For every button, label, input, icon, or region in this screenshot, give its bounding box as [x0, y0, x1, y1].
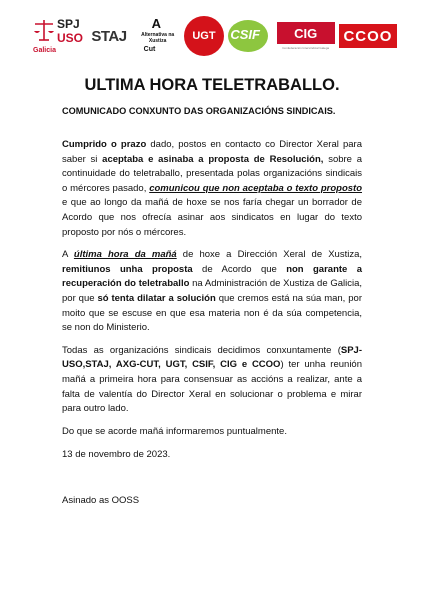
p1-text-2: sobre a continuidade do teletraballo, presentada polas organizacións sindicais o mércores pasado, [62, 153, 363, 194]
document-date: 13 de novembro de 2023. [62, 449, 171, 460]
p1-text-3: e que ao longo da mañá de hoxe se nos faría chegar un borrador de Acordo que nos ofrecía asinar aos sindicatos en lugar do texto proposto por nós o mércores. [62, 197, 362, 238]
p2-text-3: de Acordo que [192, 263, 287, 275]
p3-bold: SPJ-USO,STAJ, AXG-CUT, UGT, CSIF, CIG e CCOO [62, 344, 362, 371]
p2-bold-1: remitiunos unha proposta [62, 263, 193, 275]
p3-text-1: Todas as organizacións sindicais decidimos conxuntamente ( [62, 344, 341, 356]
p2-bold-2: non garante a recuperación do teletraballo [62, 263, 362, 290]
ugt-text: UGT [192, 30, 216, 42]
p3-text-2: ) ter unha reunión mañá a primeira hora para consensuar as accións a realizar, ante a falta de valentía do Director Xeral en solucionar o problema e mirar para outro lado. [62, 359, 363, 415]
axg-text: Alternativa na Xustiza [141, 32, 175, 44]
axg-letter: A [151, 16, 162, 31]
p2-text-4: na Administración de Xustiza de Galicia, por que [62, 278, 362, 304]
axg-cut-logo [136, 16, 180, 56]
galicia-text: Galicia [33, 47, 56, 54]
cig-logo [277, 16, 335, 56]
ccoo-logo [339, 24, 397, 48]
spj-uso-logo [33, 16, 87, 56]
p1-text-1: dado, postos en contacto co Director Xeral para saber si [62, 139, 362, 165]
cig-text: CIG [294, 25, 318, 41]
uso-text: USO [57, 31, 84, 45]
scales-icon [33, 18, 55, 44]
staj-text: STAJ [91, 28, 127, 45]
cig-box [277, 22, 335, 44]
ccoo-text: CCOO [343, 27, 393, 45]
ugt-logo [184, 16, 224, 56]
paragraph-4: Do que se acorde mañá informaremos puntualmente. [62, 425, 287, 437]
paragraph-2 [62, 248, 362, 336]
p2-underlined: última hora da mañá [73, 249, 177, 261]
p2-bold-3: só tenta dilatar a solución [97, 292, 216, 304]
spj-text: SPJ [57, 17, 80, 31]
axg-sub: Cut [143, 46, 156, 53]
document-title: ULTIMA HORA TELETRABALLO. [84, 76, 340, 94]
paragraph-1 [62, 138, 362, 240]
p1-underlined: comunicou que non aceptaba o texto proposto [149, 182, 362, 194]
p1-bold-1: Cumprido o prazo [62, 139, 147, 150]
csif-logo [228, 16, 272, 56]
p1-bold-2: aceptaba e asinaba a proposta de Resolución, [102, 153, 324, 165]
p2-text-2: de hoxe a Dirección Xeral de Xustiza, [176, 249, 363, 261]
p2-text-1: A [62, 249, 74, 261]
union-logos [33, 14, 397, 58]
paragraph-3 [62, 344, 362, 417]
staj-logo [91, 16, 131, 56]
signature: Asinado as OOSS [62, 495, 140, 506]
document-subtitle: COMUNICADO CONXUNTO DAS ORGANIZACIÓNS SINDICAIS. [62, 106, 336, 116]
csif-text: CSIF [230, 27, 260, 42]
p2-text-5: que cremos está na súa man, por moito que se escuse en que esa materia non é da súa competencia, se non do Ministerio. [62, 292, 362, 334]
document-body [62, 138, 362, 447]
cig-sub: Confederación Intersindical Galega [282, 46, 330, 50]
